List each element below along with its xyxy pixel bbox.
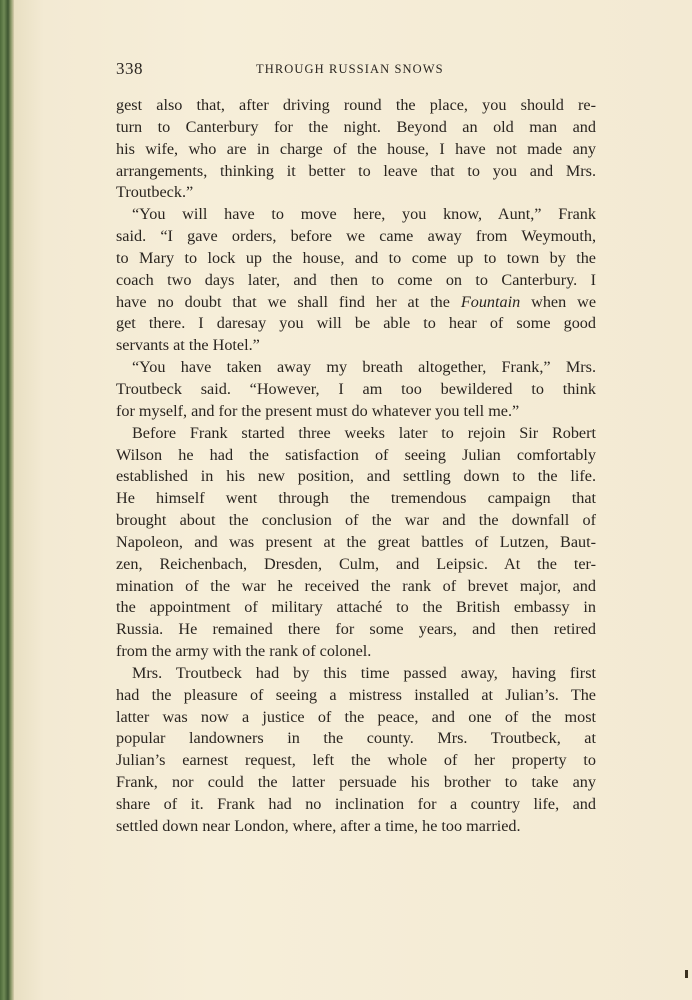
text-line: his wife, who are in charge of the house, I have not made any bbox=[116, 139, 596, 158]
text-line: zen, Reichenbach, Dresden, Culm, and Leipsic. At the ter- bbox=[116, 554, 596, 573]
text-segment: have no doubt that we shall find her at the bbox=[116, 292, 461, 311]
text-segment: when we bbox=[520, 292, 596, 311]
text-line: popular landowners in the county. Mrs. Troutbeck, at bbox=[116, 729, 596, 748]
text-line: said. “I gave orders, before we came away from Weymouth, bbox=[116, 227, 596, 246]
running-title: THROUGH RUSSIAN SNOWS bbox=[256, 62, 444, 76]
text-line: “You will have to move here, you know, Aunt,” Frank bbox=[132, 205, 596, 224]
page-number: 338 bbox=[116, 59, 143, 78]
text-line: Frank, nor could the latter persuade his brother to take any bbox=[116, 773, 596, 792]
text-line: to Mary to lock up the house, and to come up to town by the bbox=[116, 248, 596, 267]
text-line: Napoleon, and was present at the great battles of Lutzen, Baut- bbox=[116, 532, 596, 551]
text-line: Troutbeck.” bbox=[116, 183, 194, 202]
text-line: servants at the Hotel.” bbox=[116, 336, 260, 355]
page-edge-mark bbox=[685, 970, 688, 978]
text-line: mination of the war he received the rank of brevet major, and bbox=[116, 576, 596, 595]
inn-name-italic: Fountain bbox=[460, 292, 521, 311]
text-line: Troutbeck said. “However, I am too bewildered to think bbox=[116, 379, 596, 398]
text-line: brought about the conclusion of the war and the downfall of bbox=[116, 511, 596, 530]
text-line: from the army with the rank of colonel. bbox=[116, 642, 372, 661]
body-text bbox=[116, 95, 596, 838]
text-line: had the pleasure of seeing a mistress installed at Julian’s. The bbox=[116, 685, 596, 704]
text-line: Mrs. Troutbeck had by this time passed away, having first bbox=[132, 663, 596, 682]
text-line: latter was now a justice of the peace, and one of the most bbox=[116, 707, 596, 726]
text-line: share of it. Frank had no inclination for a country life, and bbox=[116, 795, 596, 813]
text-line: the appointment of military attaché to the British embassy in bbox=[116, 598, 596, 617]
text-line: settled down near London, where, after a time, he too married. bbox=[116, 816, 521, 835]
book-spine-edge bbox=[0, 0, 14, 1000]
text-line: established in his new position, and settling down to the life. bbox=[116, 467, 596, 486]
page-header bbox=[116, 59, 596, 81]
text-line: coach two days later, and then to come on to Canterbury. I bbox=[116, 270, 596, 289]
text-line: “You have taken away my breath altogether, Frank,” Mrs. bbox=[132, 358, 596, 377]
text-line: Wilson he had the satisfaction of seeing Julian comfortably bbox=[116, 445, 596, 464]
text-line: Julian’s earnest request, left the whole of her property to bbox=[116, 751, 596, 770]
text-line: Russia. He remained there for some years, and then retired bbox=[116, 620, 596, 639]
text-line bbox=[116, 292, 596, 314]
text-line: turn to Canterbury for the night. Beyond an old man and bbox=[116, 117, 596, 136]
text-line: gest also that, after driving round the place, you should re- bbox=[116, 96, 596, 114]
text-line: arrangements, thinking it better to leave that to you and Mrs. bbox=[116, 161, 596, 180]
text-line: get there. I daresay you will be able to hear of some good bbox=[116, 314, 596, 333]
text-line: Before Frank started three weeks later to rejoin Sir Robert bbox=[132, 423, 596, 442]
text-line: for myself, and for the present must do whatever you tell me.” bbox=[116, 401, 520, 420]
text-line: He himself went through the tremendous campaign that bbox=[116, 489, 596, 508]
